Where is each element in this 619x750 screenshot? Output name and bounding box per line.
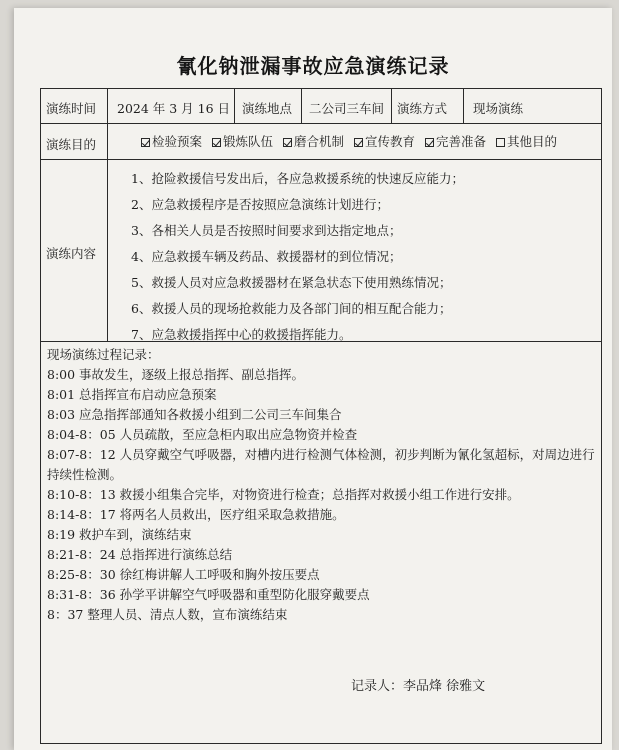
process-entry: 8:31-8：36 孙学平讲解空气呼吸器和重型防化服穿戴要点 [47, 587, 370, 602]
content-item: 2、应急救援程序是否按照应急演练计划进行； [131, 197, 389, 212]
column-divider [301, 89, 302, 123]
process-entry: 8:21-8：24 总指挥进行演练总结 [47, 547, 233, 562]
column-divider [463, 89, 464, 123]
purpose-options [141, 132, 563, 150]
content-item: 7、应急救援指挥中心的救援指挥能力。 [131, 327, 352, 342]
location-value: 二公司三车间 [309, 101, 385, 116]
time-value: 2024 年 3 月 16 日 [117, 101, 231, 116]
process-entry: 8：37 整理人员、清点人数，宣布演练结束 [47, 607, 288, 622]
process-entry: 8:07-8：12 人员穿戴空气呼吸器，对槽内进行检测气体检测，初步判断为氰化氢超标，对周边进行持续性检测。 [47, 447, 595, 482]
process-heading: 现场演练过程记录： [47, 347, 160, 362]
column-divider [107, 89, 108, 341]
checkbox-checked [212, 138, 221, 147]
checkbox-checked [425, 138, 434, 147]
purpose-option: 锻炼队伍 [212, 134, 273, 149]
method-value: 现场演练 [473, 101, 524, 116]
content-item: 4、应急救援车辆及药品、救援器材的到位情况； [131, 249, 402, 264]
checkbox-checked [141, 138, 150, 147]
content-item: 6、救援人员的现场抢救能力及各部门间的相互配合能力； [131, 301, 452, 316]
process-entry: 8:14-8：17 将两名人员救出，医疗组采取急救措施。 [47, 507, 345, 522]
checkbox-checked [283, 138, 292, 147]
checkbox-unchecked [496, 138, 505, 147]
purpose-option: 检验预案 [141, 134, 202, 149]
process-entry: 8:03 应急指挥部通知各救援小组到二公司三车间集合 [47, 407, 342, 422]
content-item: 3、各相关人员是否按照时间要求到达指定地点； [131, 223, 402, 238]
content-item: 1、抢险救援信号发出后，各应急救援系统的快速反应能力； [131, 171, 464, 186]
purpose-option: 宣传教育 [354, 134, 415, 149]
checkbox-checked [354, 138, 363, 147]
purpose-label: 演练目的 [46, 137, 97, 152]
column-divider [391, 89, 392, 123]
row-divider [41, 123, 601, 124]
process-entry: 8:19 救护车到，演练结束 [47, 527, 192, 542]
location-label: 演练地点 [242, 101, 293, 116]
recorder-signature: 记录人：李品烽 徐雅文 [351, 679, 486, 694]
process-entry: 8:10-8：13 救援小组集合完毕，对物资进行检查；总指挥对救援小组工作进行安排。 [47, 487, 520, 502]
time-label: 演练时间 [46, 101, 97, 116]
process-entry: 8:04-8：05 人员疏散，至应急柜内取出应急物资并检查 [47, 427, 358, 442]
row-divider [41, 159, 601, 160]
column-divider [234, 89, 235, 123]
process-entry: 8:00 事故发生，逐级上报总指挥、副总指挥。 [47, 367, 305, 382]
document-page [14, 8, 612, 750]
content-item: 5、救援人员对应急救援器材在紧急状态下使用熟练情况； [131, 275, 452, 290]
purpose-option: 磨合机制 [283, 134, 344, 149]
process-entry: 8:01 总指挥宣布启动应急预案 [47, 387, 217, 402]
content-list [131, 166, 464, 348]
purpose-option: 其他目的 [496, 134, 557, 149]
process-record [47, 345, 595, 625]
method-label: 演练方式 [397, 101, 448, 116]
document-title: 氰化钠泄漏事故应急演练记录 [176, 54, 450, 78]
purpose-option: 完善准备 [425, 134, 486, 149]
content-label: 演练内容 [46, 246, 97, 261]
record-table [40, 88, 602, 744]
process-entry: 8:25-8：30 徐红梅讲解人工呼吸和胸外按压要点 [47, 567, 320, 582]
